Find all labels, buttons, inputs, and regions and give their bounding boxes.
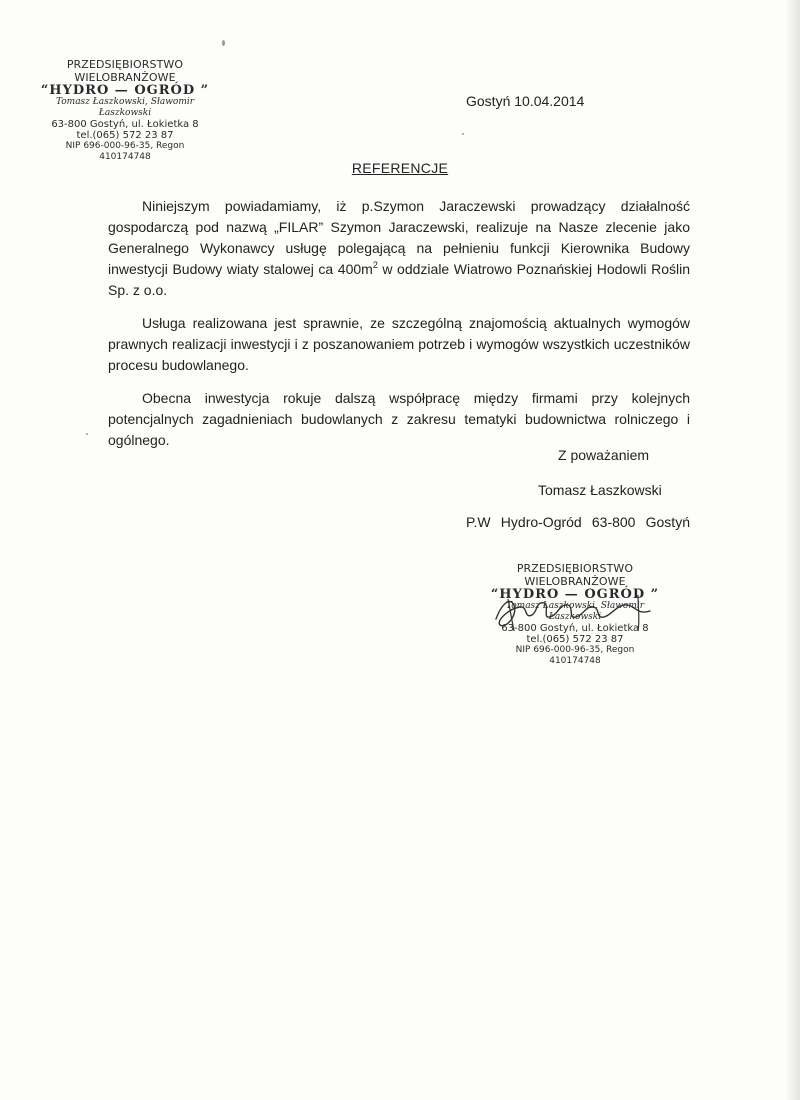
stamp-tax-ids: NIP 696-000-96-35, Regon 410174748 bbox=[515, 645, 635, 666]
stamp-owners: Tomasz Łaszkowski, Sławomir Łaszkowski bbox=[505, 601, 645, 622]
superscript-2: 2 bbox=[372, 260, 378, 270]
letter-title-text: REFERENCJE bbox=[351, 160, 449, 176]
paragraph-1-text-end: w oddziale Wiatrowo Poznańskiej Hodowli Roślin Sp. z o.o. bbox=[108, 261, 690, 298]
stamp-company-type: PRZEDSIĘBIORSTWO WIELOBRANŻOWE bbox=[66, 58, 184, 84]
stamp-address: 63-800 Gostyń, ul. Łokietka 8 bbox=[51, 119, 199, 130]
letter-date: Gostyń 10.04.2014 bbox=[466, 93, 585, 109]
scan-speck bbox=[462, 133, 464, 135]
stamp-phone: tel.(065) 572 23 87 bbox=[526, 634, 624, 645]
closing-greeting: Z poważaniem bbox=[558, 447, 650, 463]
stamp-company-name: “HYDRO — OGRÓD ” bbox=[490, 587, 660, 602]
company-part-1: P.W bbox=[466, 514, 491, 530]
body-paragraph-2: Usługa realizowana jest sprawnie, ze szczególną znajomością aktualnych wymogów prawnych realizacji inwestycji i z poszanowaniem potrzeb i wymogów wszystkich uczestników procesu budowlanego. bbox=[108, 315, 690, 373]
stamp-phone: tel.(065) 572 23 87 bbox=[76, 130, 174, 141]
letter-title bbox=[0, 160, 800, 178]
paragraph-1-text: Niniejszym powiadamiamy, iż p.Szymon Jaraczewski prowadzący działalność gospodarczą pod nazwą „FILAR” Szymon Jaraczewski, realizuje na Nasze zlecenie jako Generalnego Wykonawcy usługę polegającą na pełnieniu funkcji Kierownika Budowy inwestycji Budowy wiaty stalowej ca 400m bbox=[108, 198, 690, 277]
scan-speck bbox=[86, 433, 88, 435]
company-stamp-header bbox=[40, 58, 210, 163]
stamp-address: 63-800 Gostyń, ul. Łokietka 8 bbox=[501, 623, 649, 634]
company-part-4: Gostyń bbox=[645, 514, 690, 530]
stamp-company-name: “HYDRO — OGRÓD ” bbox=[40, 83, 210, 98]
stamp-tax-ids: NIP 696-000-96-35, Regon 410174748 bbox=[65, 141, 185, 162]
signer-company bbox=[466, 514, 690, 530]
handwritten-signature bbox=[488, 585, 658, 635]
stamp-company-type: PRZEDSIĘBIORSTWO WIELOBRANŻOWE bbox=[516, 562, 634, 588]
body-paragraph-3: Obecna inwestycja rokuje dalszą współpracę między firmami przy kolejnych potencjalnych zagadnieniach budowlanych z zakresu tematyki budownictwa rolniczego i ogólnego. bbox=[108, 390, 690, 448]
company-part-3: 63-800 bbox=[591, 514, 636, 530]
company-part-2: Hydro-Ogród bbox=[500, 514, 582, 530]
body-paragraph-1 bbox=[108, 196, 690, 301]
scan-speck bbox=[222, 40, 225, 46]
letter-body bbox=[108, 196, 690, 463]
signer-name: Tomasz Łaszkowski bbox=[538, 482, 662, 498]
stamp-owners: Tomasz Łaszkowski, Sławomir Łaszkowski bbox=[55, 97, 195, 118]
